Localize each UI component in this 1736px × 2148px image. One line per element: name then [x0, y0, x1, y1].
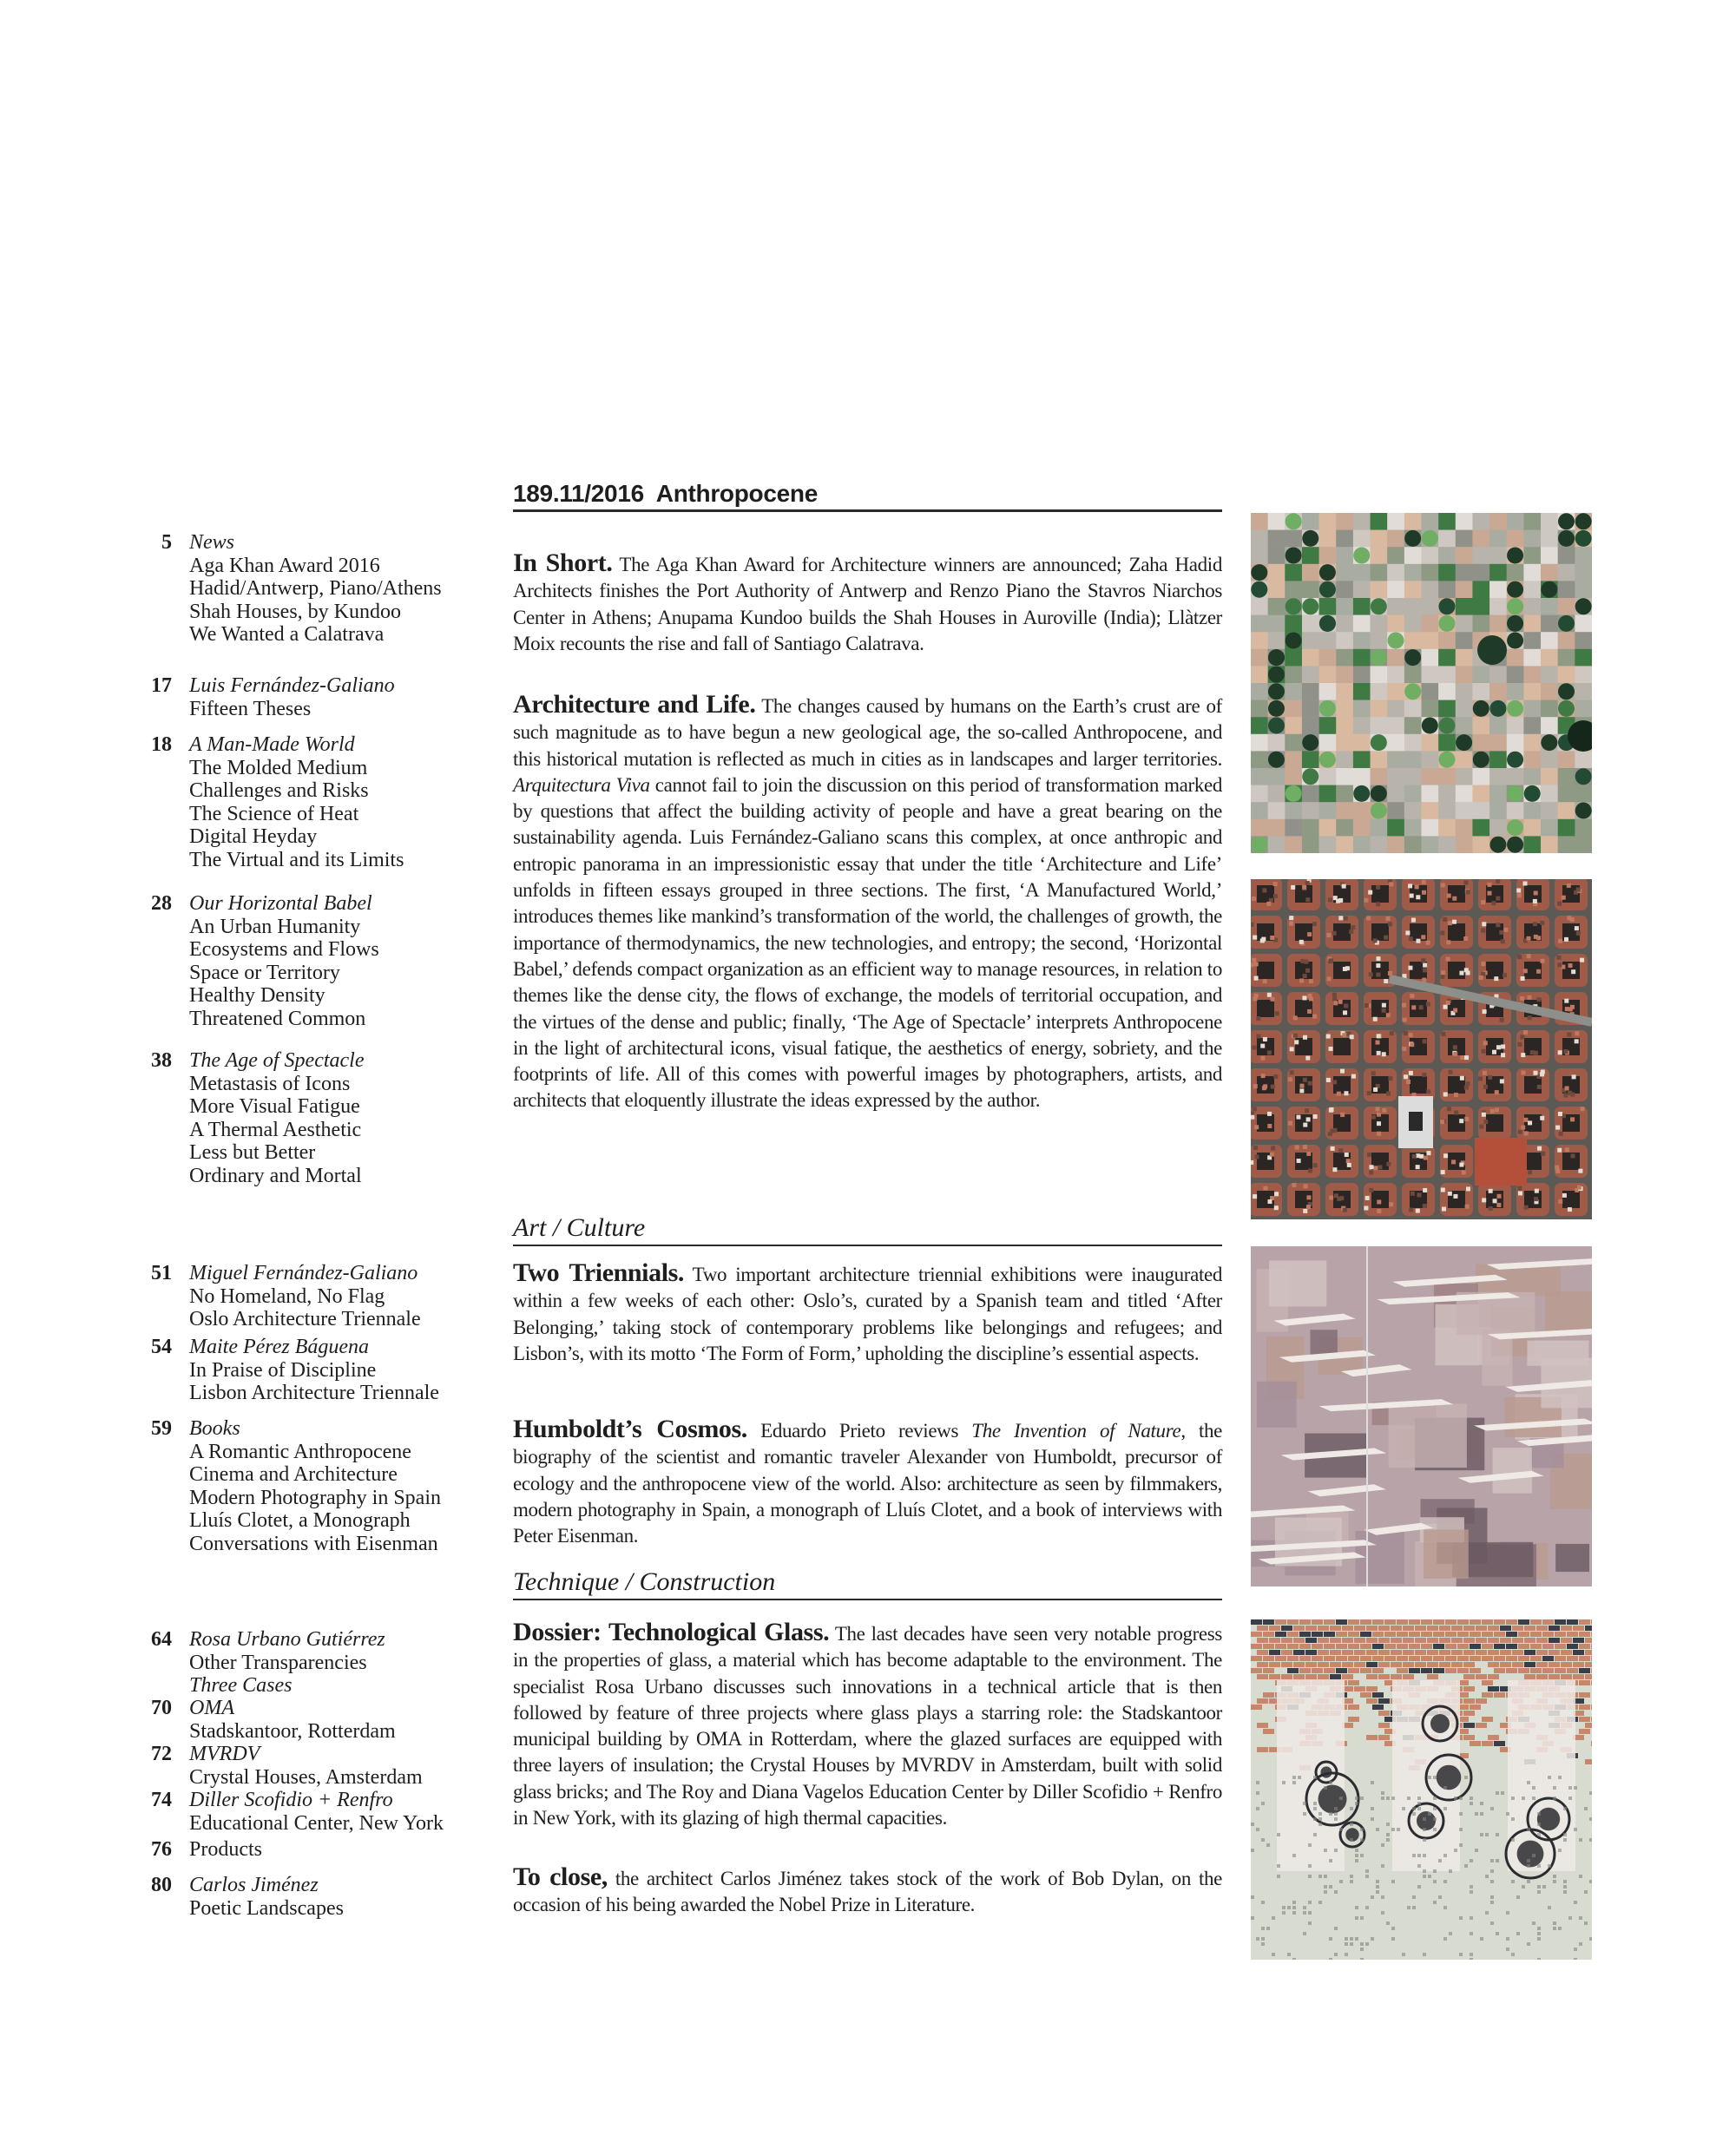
toc-item-title: Lisbon Architecture Triennale [189, 1382, 439, 1404]
toc-item-title: Metastasis of Icons [189, 1072, 351, 1095]
magazine-title: Arquitectura Viva [513, 773, 650, 796]
section-header-technique-construction: Technique / Construction [513, 1567, 1222, 1600]
toc-item-title: The Science of Heat [189, 802, 359, 825]
toc-entry[interactable] [130, 733, 495, 871]
aerial-city-grid-photo [1251, 879, 1592, 1219]
toc-entry[interactable] [130, 1262, 495, 1331]
issue-header [513, 480, 1222, 512]
toc-entry[interactable] [130, 892, 495, 1030]
toc-page-number: 72 [151, 1743, 172, 1765]
toc-page-number: 18 [151, 733, 172, 756]
toc-entry[interactable] [130, 1743, 495, 1789]
toc-group [130, 531, 495, 647]
toc-entry[interactable] [130, 674, 495, 720]
toc-group [130, 1838, 495, 1862]
toc-group [130, 1743, 495, 1789]
toc-item-title: Modern Photography in Spain [189, 1486, 441, 1509]
toc-item-title: Oslo Architecture Triennale [189, 1308, 421, 1330]
toc-section-title: Our Horizontal Babel [189, 892, 372, 915]
toc-item-title: Healthy Density [189, 984, 326, 1007]
toc-item-title: Conversations with Eisenman [189, 1532, 438, 1555]
toc-group [130, 733, 495, 871]
toc-entry[interactable] [130, 1838, 495, 1862]
toc-group [130, 1336, 495, 1405]
toc-page-number: 38 [151, 1049, 172, 1072]
toc-page-number: 76 [151, 1838, 172, 1861]
article-lead: Two Triennials. [513, 1258, 685, 1287]
toc-page-number: 54 [151, 1336, 172, 1358]
toc-item-title: A Thermal Aesthetic [189, 1118, 362, 1141]
toc-entry[interactable] [130, 531, 495, 647]
toc-item-title: Fifteen Theses [189, 697, 312, 720]
toc-group [130, 1049, 495, 1187]
toc-page-number: 17 [151, 674, 172, 697]
toc-page-number: 64 [151, 1628, 172, 1651]
toc-section-title: OMA [189, 1697, 234, 1719]
toc-item-title: An Urban Humanity [189, 915, 361, 938]
toc-section-title: Maite Pérez Báguena [189, 1336, 370, 1358]
toc-item-title: Poetic Landscapes [189, 1896, 344, 1920]
toc-item-title: Threatened Common [189, 1007, 366, 1030]
toc-entry[interactable] [130, 1049, 495, 1187]
article-body-cont: , the biography of the scientist and romantic traveler Alexander von Humboldt, precursor of ecology and the anthropocene view of the world. Also: architecture as seen by filmmakers, modern photography in Spain, a monograph of Lluís Clotet, and a book of interviews with Peter Eisenman. [513, 1420, 1223, 1547]
toc-section-title: Books [189, 1417, 240, 1440]
article-body: Two important architecture triennial exhibitions were inaugurated within a few weeks of each other: Oslo’s, curated by a Spanish team and titled ‘After Belonging,’ taking stock of contemporary problems like belongings and refugees; and Lisbon’s, with its motto ‘The Form of Form,’ upholding the discipline’s essential aspects. [513, 1264, 1222, 1364]
article-architecture-and-life [513, 692, 1222, 1114]
toc-entry[interactable] [130, 1336, 495, 1405]
toc-page-number: 74 [151, 1789, 172, 1811]
toc-group [130, 1697, 495, 1743]
toc-section-title: News [189, 531, 235, 554]
toc-entry[interactable] [130, 1874, 495, 1920]
toc-group [130, 1789, 495, 1835]
toc-entry[interactable] [130, 1417, 495, 1555]
toc-section-title: Rosa Urbano Gutiérrez [189, 1628, 385, 1651]
article-body: the architect Carlos Jiménez takes stock of the work of Bob Dylan, on the occasion of his being awarded the Nobel Prize in Literature. [513, 1868, 1222, 1916]
toc-item-title: Aga Khan Award 2016 [189, 554, 380, 577]
article-lead: Dossier: Technological Glass. [513, 1618, 830, 1646]
triennial-exhibition-model-photo [1251, 1246, 1592, 1586]
toc-section-title: MVRDV [189, 1743, 260, 1765]
toc-item-title: Space or Territory [189, 961, 340, 984]
article-lead: In Short. [513, 548, 613, 577]
toc-item-title: Crystal Houses, Amsterdam [189, 1765, 423, 1789]
toc-group [130, 892, 495, 1030]
glass-brick-facade-photo [1251, 1619, 1592, 1960]
toc-item-title: Ordinary and Mortal [189, 1164, 362, 1187]
article-body-cont: cannot fail to join the discussion on this period of transformation marked by questions that affect the building activity of people and have a great bearing on the sustainability agenda. Luis Fernández-Galiano scans this complex, at once anthropic and entropic panorama in an impressionistic essay that under the title ‘Architecture and Life’ unfolds in fifteen essays grouped in three sections. The first, ‘A Manufactured World,’ introduces themes like mankind’s transformation of the world, the challenges of growth, the importance of thermodynamics, the new technologies, and entropy; the second, ‘Horizontal Babel,’ defends compact organization as an efficient way to manage resources, in relation to themes like the dense city, the flows of exchange, the models of territorial occupation, and the virtues of the dense and public; finally, ‘The Age of Spectacle’ interprets Anthropocene in the light of architectural icons, visual fatique, the aesthetics of energy, sobriety, and the footprints of life. All of this comes with powerful images by photographers, artists, and architects that eloquently illustrate the ideas expressed by the author. [513, 773, 1222, 1112]
toc-page-number: 51 [151, 1262, 172, 1284]
article-body: The last decades have seen very notable progress in the properties of glass, a material which has become adaptable to the environment. The specialist Rosa Urbano discusses such innovations in a technical article that is then followed by feature of three projects where glass plays a starring role: the Stadskantoor municipal building by OMA in Rotterdam, where the glazed surfaces are equipped with three layers of insulation; the Crystal Houses by MVRDV in Amsterdam, built with solid glass bricks; and The Roy and Diana Vagelos Education Center by Diller Scofidio + Renfro in New York, with its glazing of high thermal capacities. [513, 1623, 1222, 1829]
toc-section-title: A Man-Made World [189, 733, 355, 756]
toc-item-title: Educational Center, New York [189, 1811, 444, 1835]
toc-item-title: No Homeland, No Flag [189, 1284, 385, 1308]
toc-item-title: We Wanted a Calatrava [189, 623, 385, 646]
toc-section-title: The Age of Spectacle [189, 1049, 365, 1072]
toc-group [130, 1417, 495, 1555]
toc-item-title: More Visual Fatigue [189, 1095, 360, 1118]
toc-entry[interactable] [130, 1789, 495, 1835]
article-dossier-technological-glass [513, 1619, 1222, 1831]
toc-group [130, 1262, 495, 1331]
toc-section-title: Diller Scofidio + Renfro [189, 1789, 393, 1811]
toc-item-title: Less but Better [189, 1141, 316, 1164]
toc-group [130, 1874, 495, 1920]
toc-item-title: The Virtual and its Limits [189, 848, 404, 871]
toc-item-title: Stadskantoor, Rotterdam [189, 1719, 396, 1743]
article-humboldts-cosmos [513, 1416, 1222, 1549]
toc-item-title: Ecosystems and Flows [189, 938, 379, 961]
toc-entry[interactable] [130, 1697, 495, 1743]
toc-group [130, 674, 495, 720]
article-lead: Architecture and Life. [513, 690, 756, 719]
toc-item-title: Challenges and Risks [189, 779, 369, 802]
article-in-short [513, 550, 1222, 657]
toc-item-title: Shah Houses, by Kundoo [189, 600, 401, 623]
article-body: Eduardo Prieto reviews [746, 1420, 972, 1442]
issue-title: 189.11/2016 Anthropocene [513, 480, 818, 507]
toc-section-title: Luis Fernández-Galiano [189, 674, 395, 697]
article-lead: To close, [513, 1862, 608, 1891]
toc-item-title: Digital Heyday [189, 825, 318, 848]
toc-page-number: 5 [161, 531, 172, 554]
toc-item-title: A Romantic Anthropocene [189, 1440, 411, 1463]
toc-section-title: Carlos Jiménez [189, 1874, 319, 1896]
toc-item-title: Other Transparencies [189, 1651, 367, 1674]
toc-item-title: Hadid/Antwerp, Piano/Athens [189, 577, 442, 600]
book-title: The Invention of Nature [971, 1420, 1181, 1442]
article-to-close [513, 1864, 1222, 1919]
toc-item-title: The Molded Medium [189, 756, 368, 779]
article-body: The changes caused by humans on the Earth’s crust are of such magnitude as to have begun a new geological age, the so-called Anthropocene, and this historical mutation is reflected as much in cities as in landscapes and larger territories. [513, 695, 1222, 770]
toc-section-title: Three Cases [189, 1674, 293, 1697]
toc-page-number: 70 [151, 1697, 172, 1719]
article-body: The Aga Khan Award for Architecture winners are announced; Zaha Hadid Architects finishes the Port Authority of Antwerp and Renzo Piano the Stavros Niarchos Center in Athens; Anupama Kundoo builds the Shah Houses in Auroville (India); Llàtzer Moix recounts the rise and fall of Santiago Calatrava. [513, 554, 1222, 654]
toc-page-number: 59 [151, 1417, 172, 1440]
toc-page-number: 80 [151, 1874, 172, 1896]
toc-item-title: In Praise of Discipline [189, 1358, 377, 1382]
toc-item-title: Products [189, 1838, 262, 1861]
aerial-farmland-circles-photo [1251, 513, 1592, 853]
toc-item-title: Lluís Clotet, a Monograph [189, 1509, 411, 1532]
toc-group [130, 1628, 495, 1698]
section-header-art-culture: Art / Culture [513, 1213, 1222, 1246]
article-lead: Humboldt’s Cosmos. [513, 1415, 747, 1443]
article-two-triennials [513, 1260, 1222, 1367]
toc-entry[interactable] [130, 1628, 495, 1698]
toc-item-title: Cinema and Architecture [189, 1463, 398, 1486]
toc-section-title: Miguel Fernández-Galiano [189, 1262, 418, 1284]
toc-page-number: 28 [151, 892, 172, 915]
